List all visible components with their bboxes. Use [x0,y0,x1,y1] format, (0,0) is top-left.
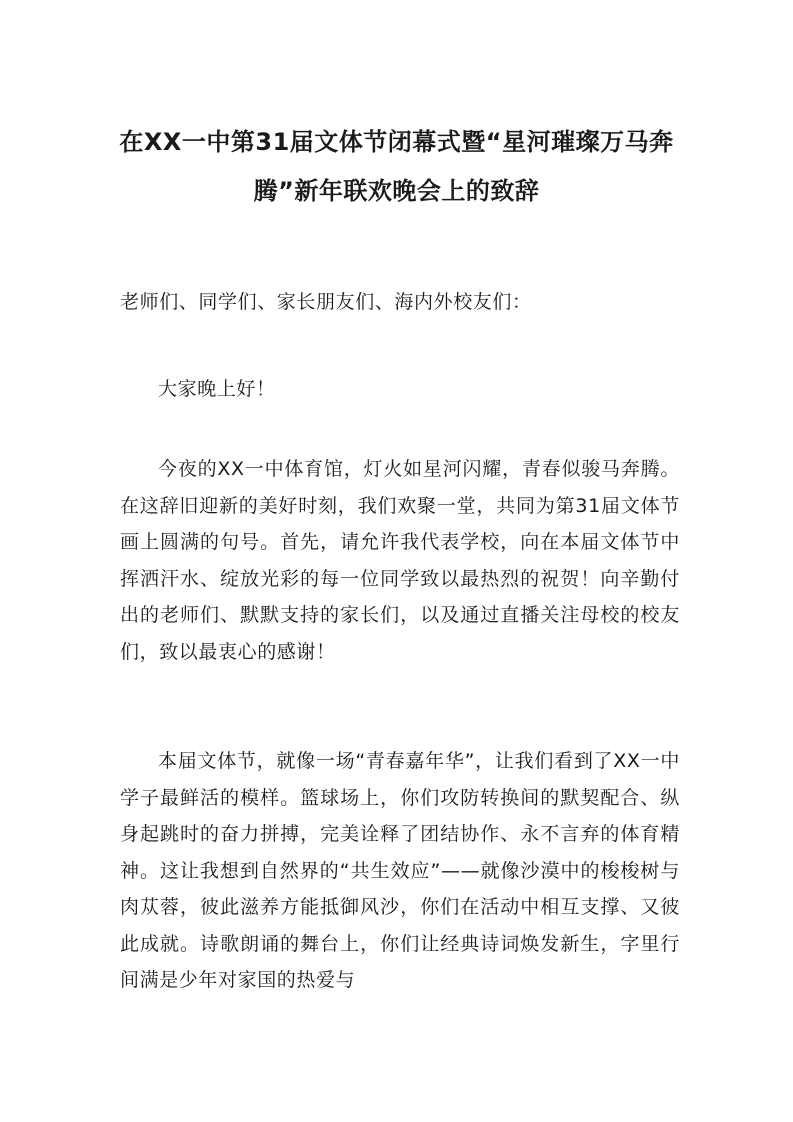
greeting-paragraph: 大家晚上好！ [158,378,276,400]
opening-paragraph: 今夜的XX一中体育馆，灯火如星河闪耀，青春似骏马奔腾。在这辞旧迎新的美好时刻，我们欢聚一堂，共同为第31届文体节画上圆满的句号。首先，请允许我代表学校，向在本届文体节中挥洒汗水、绽放光彩的每一位同学致以最热烈的祝贺！向辛勤付出的老师们、默默支持的家长们，以及通过直播关注母校的校友们，致以最衷心的感谢！ [120,458,680,663]
document-title: 在XX一中第31届文体节闭幕式暨“星河璀璨万马奔腾”新年联欢晚会上的致辞 [119,128,674,205]
festival-paragraph: 本届文体节，就像一场“青春嘉年华”，让我们看到了XX一中学子最鲜活的模样。篮球场上，你们攻防转换间的默契配合、纵身起跳时的奋力拼搏，完美诠释了团结协作、永不言弃的体育精神。这让我想到自然界的“共生效应”——就像沙漠中的梭梭树与肉苁蓉，彼此滋养方能抵御风沙，你们在活动中相互支撑、又彼此成就。诗歌朗诵的舞台上，你们让经典诗词焕发新生，字里行间满是少年对家国的热爱与 [120,750,680,991]
salutation: 老师们、同学们、家长朋友们、海内外校友们： [120,291,532,313]
